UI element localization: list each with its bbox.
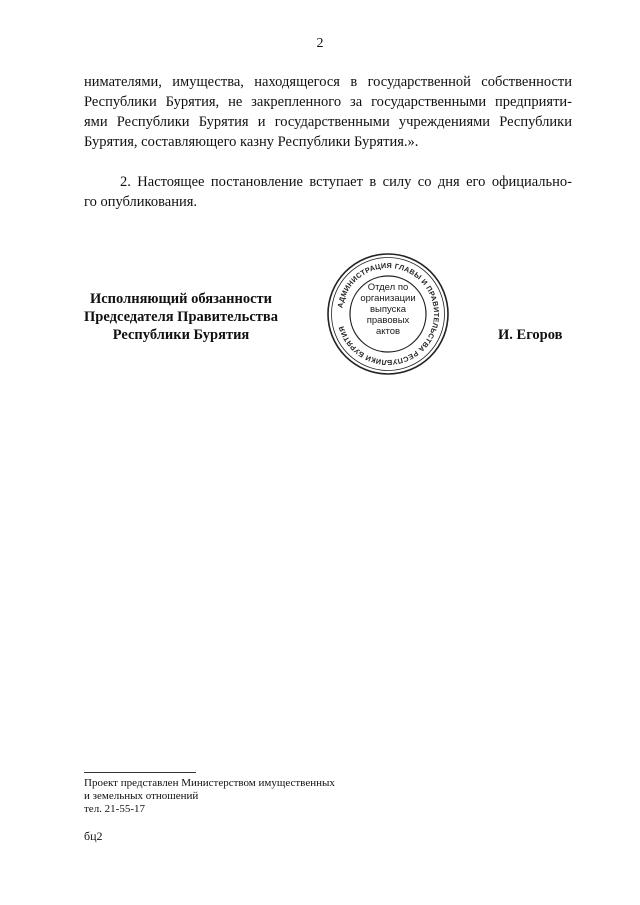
document-code: бц2: [84, 829, 103, 843]
paragraph-1-line: Бурятия, составляющего казну Республики Бурятия.».: [84, 134, 419, 150]
signatory-name: И. Егоров: [498, 327, 563, 343]
paragraph-2: [84, 172, 572, 212]
stamp-inner-line: Отдел по: [367, 282, 409, 293]
signature-title: [76, 290, 286, 344]
stamp-inner-line: правовых: [366, 315, 410, 326]
paragraph-1-line: ями Республики Бурятия и государственными учреждениями Республики: [84, 114, 572, 130]
body-text: [84, 72, 572, 212]
paragraph-2-line: 2. Настоящее постановление вступает в силу со дня его официально-: [120, 174, 572, 190]
stamp-inner-line: актов: [375, 326, 401, 337]
signature-title-line: Председателя Правительства: [84, 309, 278, 325]
signature-title-line: Республики Бурятия: [112, 327, 250, 343]
stamp-inner-text: [326, 282, 450, 337]
footer-line: тел. 21-55-17: [84, 803, 146, 815]
footer-note: [84, 772, 404, 843]
stamp-inner-line: организации: [360, 293, 416, 304]
paragraph-1-line: Республики Бурятия, не закрепленного за государственными предприяти-: [84, 94, 572, 110]
paragraph-2-line: го опубликования.: [84, 194, 198, 210]
page-number: 2: [316, 36, 324, 51]
footer-line: и земельных отношений: [84, 790, 199, 802]
stamp-ring-text: АДМИНИСТРАЦИЯ ГЛАВЫ И ПРАВИТЕЛЬСТВА РЕСПУБЛИКИ БУРЯТИЯ: [335, 260, 442, 368]
paragraph-1: [84, 72, 572, 152]
paragraph-1-line: нимателями, имущества, находящегося в государственной собственности: [84, 74, 572, 90]
stamp-inner-line: выпуска: [369, 304, 407, 315]
footer-divider: [84, 772, 196, 773]
official-stamp: [326, 252, 450, 376]
signature-title-line: Исполняющий обязанности: [89, 291, 273, 307]
footer-line: Проект представлен Министерством имущественных: [84, 777, 335, 789]
